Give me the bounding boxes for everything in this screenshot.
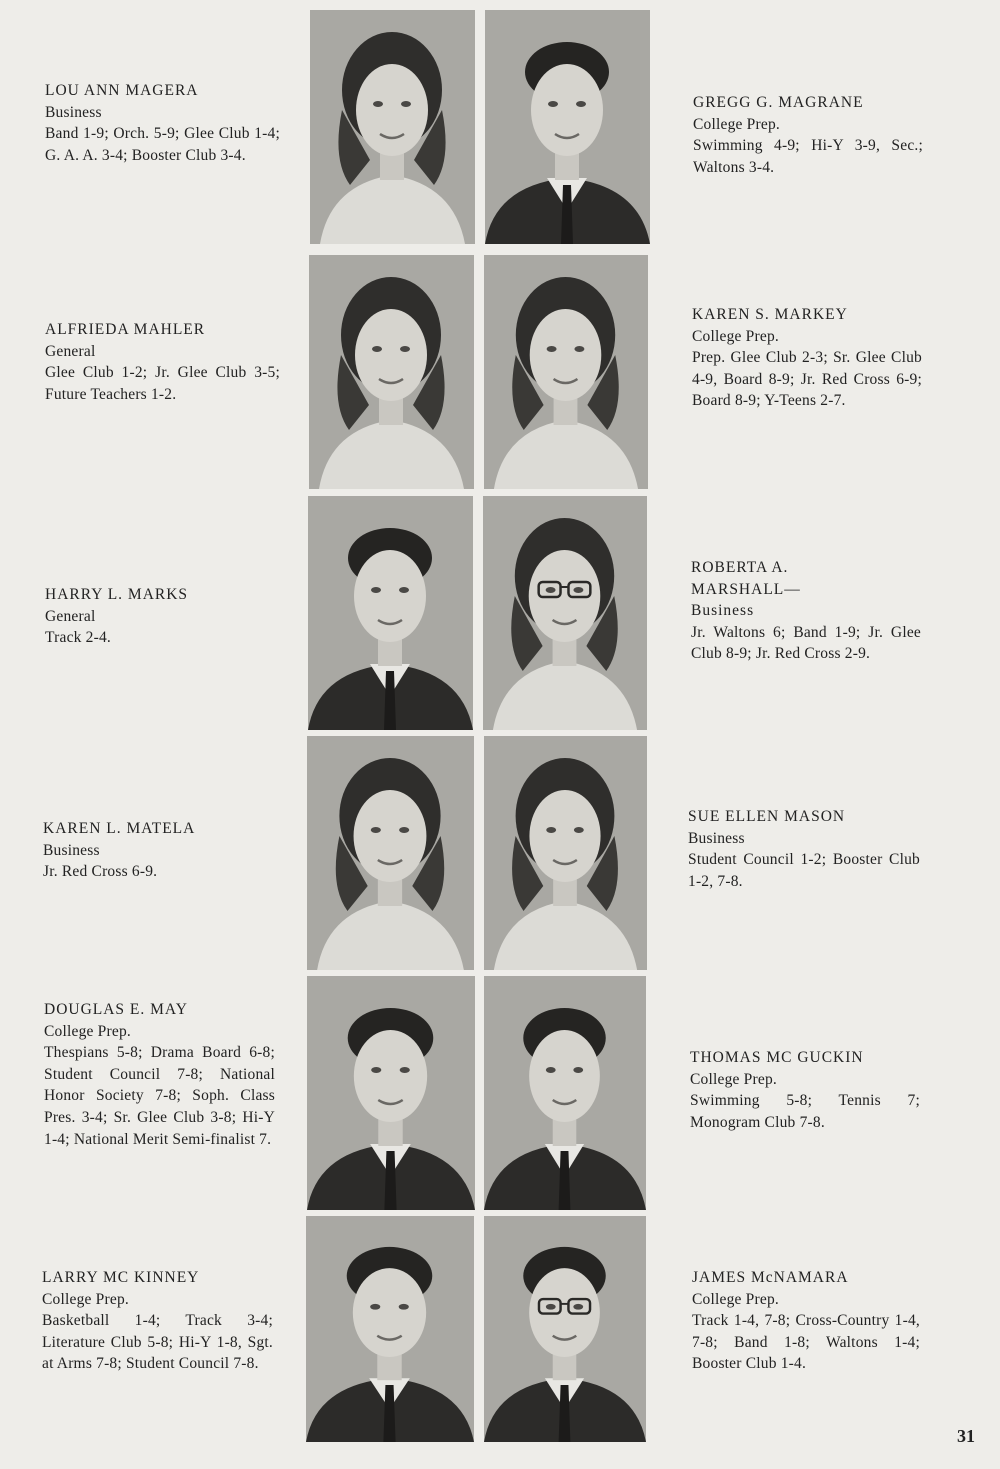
student-entry [692,304,922,412]
student-entry [45,319,280,405]
portrait-illustration [484,976,646,1210]
student-entry [42,1267,273,1375]
student-name: LARRY MC KINNEY [42,1269,200,1286]
student-activities: Basketball 1-4; Track 3-4; Literature Club 5-8; Hi-Y 1-8, Sgt. at Arms 7-8; Student Council 7-8. [42,1312,273,1373]
student-activities: Swimming 4-9; Hi-Y 3-9, Sec.; Waltons 3-4. [693,137,923,176]
portrait-illustration [484,1216,646,1442]
portrait-illustration [306,1216,474,1442]
student-name: ALFRIEDA MAHLER [45,321,206,338]
student-photo [485,10,650,244]
student-name: LOU ANN MAGERA [45,82,199,99]
student-name: THOMAS MC GUCKIN [690,1049,864,1066]
student-activities: Glee Club 1-2; Jr. Glee Club 3-5; Future Teachers 1-2. [45,364,280,403]
portrait-illustration [309,255,474,489]
student-activities: Jr. Waltons 6; Band 1-9; Jr. Glee Club 8-9; Jr. Red Cross 2-9. [691,623,921,663]
portrait-illustration [484,736,647,970]
student-entry [688,806,920,892]
student-photo [309,255,474,489]
student-name: JAMES McNAMARA [692,1269,849,1286]
student-name: KAREN S. MARKEY [692,306,848,323]
student-activities: Thespians 5-8; Drama Board 6-8; Student Council 7-8; National Honor Society 7-8; Soph. Class Pres. 3-4; Sr. Glee Club 3-8; Hi-Y 1-4; National Merit Semi-finalist 7. [44,1044,275,1148]
student-course: Business [43,841,100,859]
student-photo [310,10,475,244]
student-entry [692,1267,920,1375]
portrait-illustration [484,255,648,489]
student-course: College Prep. [690,1070,777,1088]
student-entry [45,80,280,166]
portrait-illustration [307,736,474,970]
student-name: DOUGLAS E. MAY [44,1001,188,1018]
student-name: GREGG G. MAGRANE [693,94,864,111]
student-course: General [45,607,96,625]
student-course: Business [45,103,102,121]
student-course: College Prep. [692,1290,779,1308]
student-name: KAREN L. MATELA [43,820,196,837]
student-activities: Student Council 1-2; Booster Club 1-2, 7-8. [688,851,920,890]
page-number: 31 [957,1426,975,1446]
portrait-illustration [483,496,647,730]
student-activities: Jr. Red Cross 6-9. [43,863,158,881]
portrait-illustration [485,10,650,244]
student-course: College Prep. [44,1022,131,1040]
student-photo [307,736,474,970]
student-activities: Prep. Glee Club 2-3; Sr. Glee Club 4-9, Board 8-9; Jr. Red Cross 6-9; Board 8-9; Y-Teens 2-7. [692,349,922,410]
portrait-illustration [310,10,475,244]
student-entry [45,584,280,649]
student-course: College Prep. [42,1290,129,1308]
student-course: College Prep. [692,327,779,345]
portrait-illustration [308,496,473,730]
student-activities: Swimming 5-8; Tennis 7; Monogram Club 7-8. [690,1092,920,1131]
student-name: SUE ELLEN MASON [688,808,846,825]
student-photo [484,1216,646,1442]
portrait-illustration [307,976,475,1210]
student-photo [307,976,475,1210]
student-course: Business [688,829,745,847]
student-photo [484,255,648,489]
student-photo [484,976,646,1210]
student-photo [484,736,647,970]
student-activities: Band 1-9; Orch. 5-9; Glee Club 1-4; G. A. A. 3-4; Booster Club 3-4. [45,125,280,164]
student-course: General [45,342,96,360]
student-activities: Track 2-4. [45,629,112,647]
student-activities: Track 1-4, 7-8; Cross-Country 1-4, 7-8; Band 1-8; Waltons 1-4; Booster Club 1-4. [692,1312,920,1373]
student-entry [690,1047,920,1133]
student-entry [43,818,278,883]
student-name: HARRY L. MARKS [45,586,189,603]
student-photo [306,1216,474,1442]
student-course: College Prep. [693,115,780,133]
student-photo [483,496,647,730]
student-entry [693,92,923,178]
student-entry [691,557,921,665]
student-name: ROBERTA A. MARSHALL—Business [691,559,801,620]
student-photo [308,496,473,730]
student-entry [44,999,275,1150]
